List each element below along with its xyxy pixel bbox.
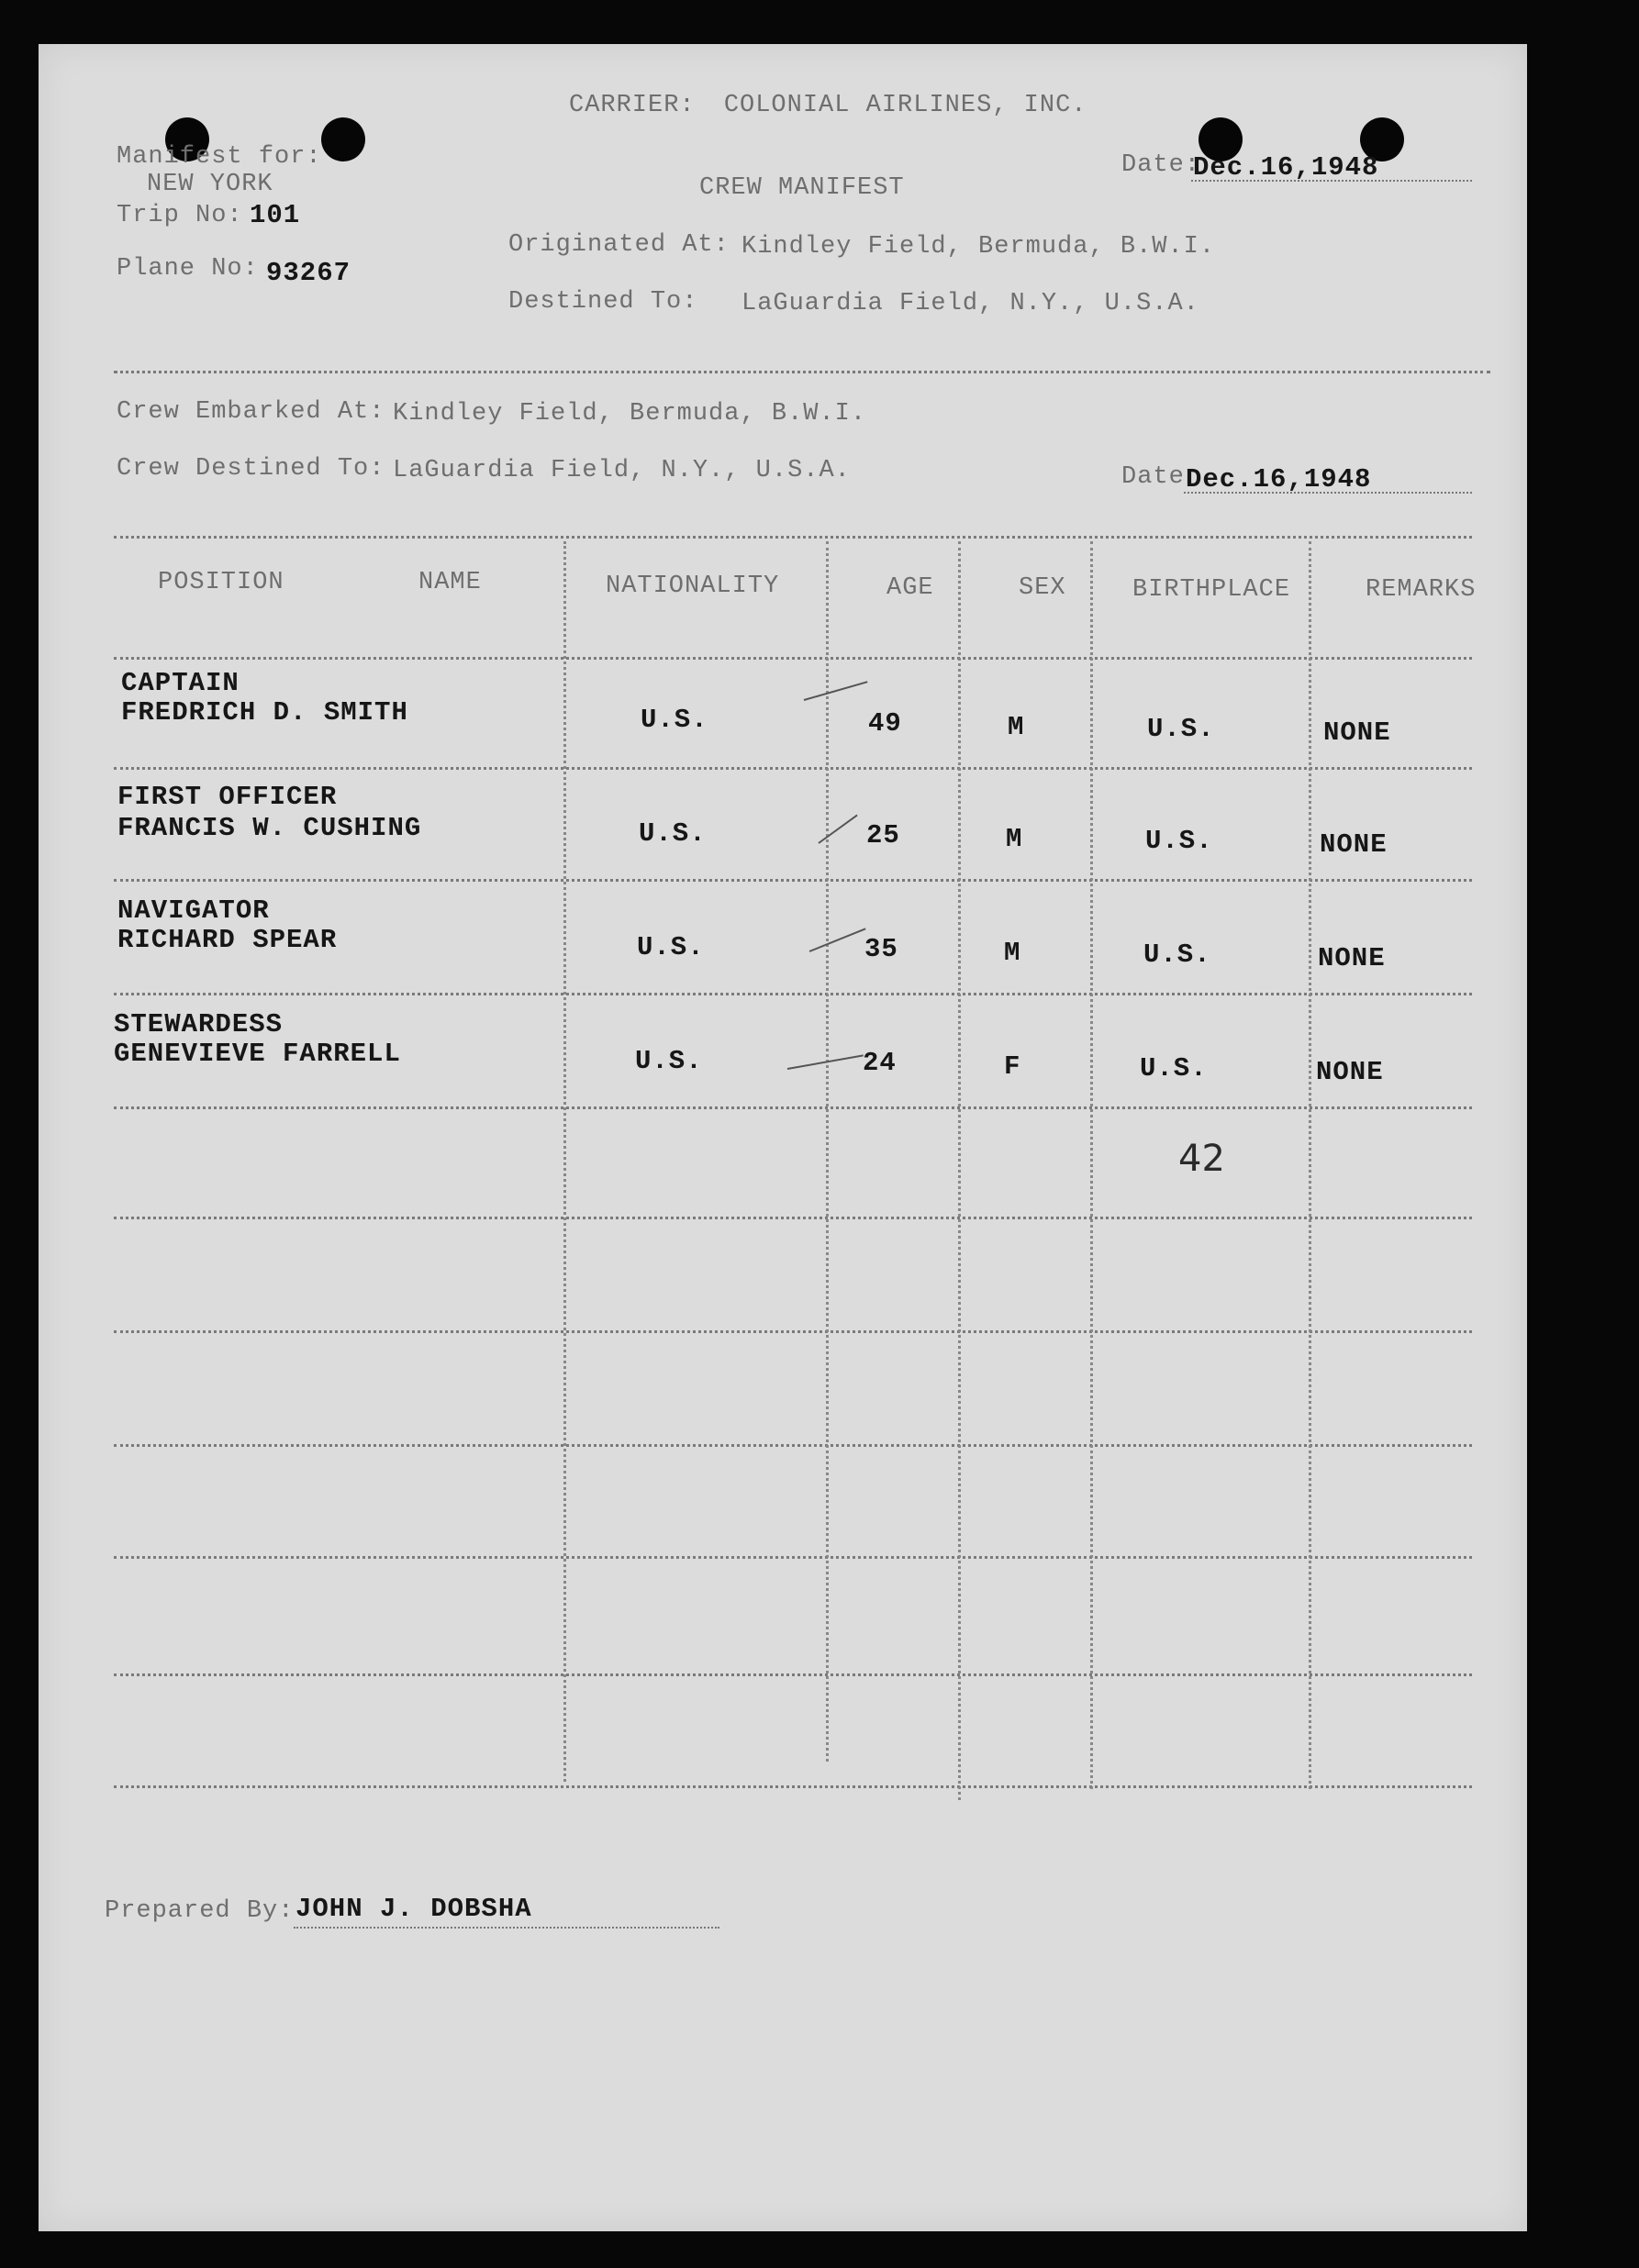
position-cell: STEWARDESS — [114, 1009, 284, 1040]
sex-cell: M — [1008, 712, 1025, 742]
manifest-for-value: NEW YORK — [147, 171, 273, 198]
age-cell: 49 — [868, 708, 902, 739]
crew-embarked-value: Kindley Field, Bermuda, B.W.I. — [393, 400, 867, 428]
carrier-value: COLONIAL AIRLINES, INC. — [723, 92, 1087, 119]
column-header-position: POSITION — [158, 569, 284, 596]
crew-embarked-label: Crew Embarked At: — [117, 398, 385, 426]
prepared-by-label: Prepared By: — [105, 1897, 295, 1925]
nationality-cell: U.S. — [637, 932, 705, 962]
column-header-nationality: NATIONALITY — [606, 573, 780, 600]
name-cell: FRANCIS W. CUSHING — [117, 813, 422, 843]
age-cell: 35 — [864, 934, 898, 964]
nationality-cell: U.S. — [639, 818, 707, 849]
birthplace-cell: U.S. — [1140, 1053, 1208, 1084]
prepared-by-value: JOHN J. DOBSHA — [295, 1894, 532, 1924]
header-date-value: Dec.16,1948 — [1193, 152, 1379, 183]
plane-value: 93267 — [266, 258, 351, 288]
name-cell: FREDRICH D. SMITH — [121, 697, 408, 728]
sex-cell: F — [1004, 1051, 1021, 1082]
trip-label: Trip No: — [117, 202, 243, 229]
crew-date-value: Dec.16,1948 — [1186, 464, 1372, 495]
crew-destined-label: Crew Destined To: — [117, 455, 385, 483]
birthplace-cell: U.S. — [1147, 714, 1215, 744]
remarks-cell: NONE — [1320, 829, 1388, 860]
trip-value: 101 — [250, 200, 301, 230]
age-cell: 25 — [866, 820, 900, 850]
form-title: CREW MANIFEST — [699, 174, 905, 202]
manifest-for-label: Manifest for: — [117, 143, 322, 171]
column-header-sex: SEX — [1019, 574, 1066, 602]
destined-value: LaGuardia Field, N.Y., U.S.A. — [741, 290, 1199, 317]
birthplace-cell: U.S. — [1143, 939, 1211, 970]
position-cell: FIRST OFFICER — [117, 782, 338, 812]
header-date-label: Date: — [1121, 151, 1201, 179]
originated-label: Originated At: — [508, 231, 730, 259]
sex-cell: M — [1006, 824, 1023, 854]
name-cell: GENEVIEVE FARRELL — [114, 1039, 401, 1069]
position-cell: CAPTAIN — [121, 668, 240, 698]
destined-label: Destined To: — [508, 288, 698, 316]
name-cell: RICHARD SPEAR — [117, 925, 338, 955]
crew-date-label: Date — [1121, 463, 1185, 491]
punch-hole — [321, 117, 365, 161]
column-header-remarks: REMARKS — [1366, 576, 1477, 604]
column-header-name: NAME — [418, 569, 482, 596]
column-header-age: AGE — [886, 574, 934, 602]
nationality-cell: U.S. — [635, 1046, 703, 1076]
page-number: 42 — [1178, 1138, 1225, 1180]
plane-label: Plane No: — [117, 255, 259, 283]
remarks-cell: NONE — [1323, 717, 1391, 748]
carrier-label: CARRIER: — [569, 92, 696, 119]
sex-cell: M — [1004, 938, 1021, 968]
birthplace-cell: U.S. — [1145, 826, 1213, 856]
column-header-birthplace: BIRTHPLACE — [1132, 576, 1291, 604]
nationality-cell: U.S. — [641, 705, 708, 735]
remarks-cell: NONE — [1318, 943, 1386, 973]
originated-value: Kindley Field, Bermuda, B.W.I. — [741, 233, 1216, 261]
carrier-line — [569, 92, 1087, 119]
crew-destined-value: LaGuardia Field, N.Y., U.S.A. — [393, 457, 851, 484]
position-cell: NAVIGATOR — [117, 895, 270, 926]
remarks-cell: NONE — [1316, 1057, 1384, 1087]
age-cell: 24 — [863, 1048, 897, 1078]
